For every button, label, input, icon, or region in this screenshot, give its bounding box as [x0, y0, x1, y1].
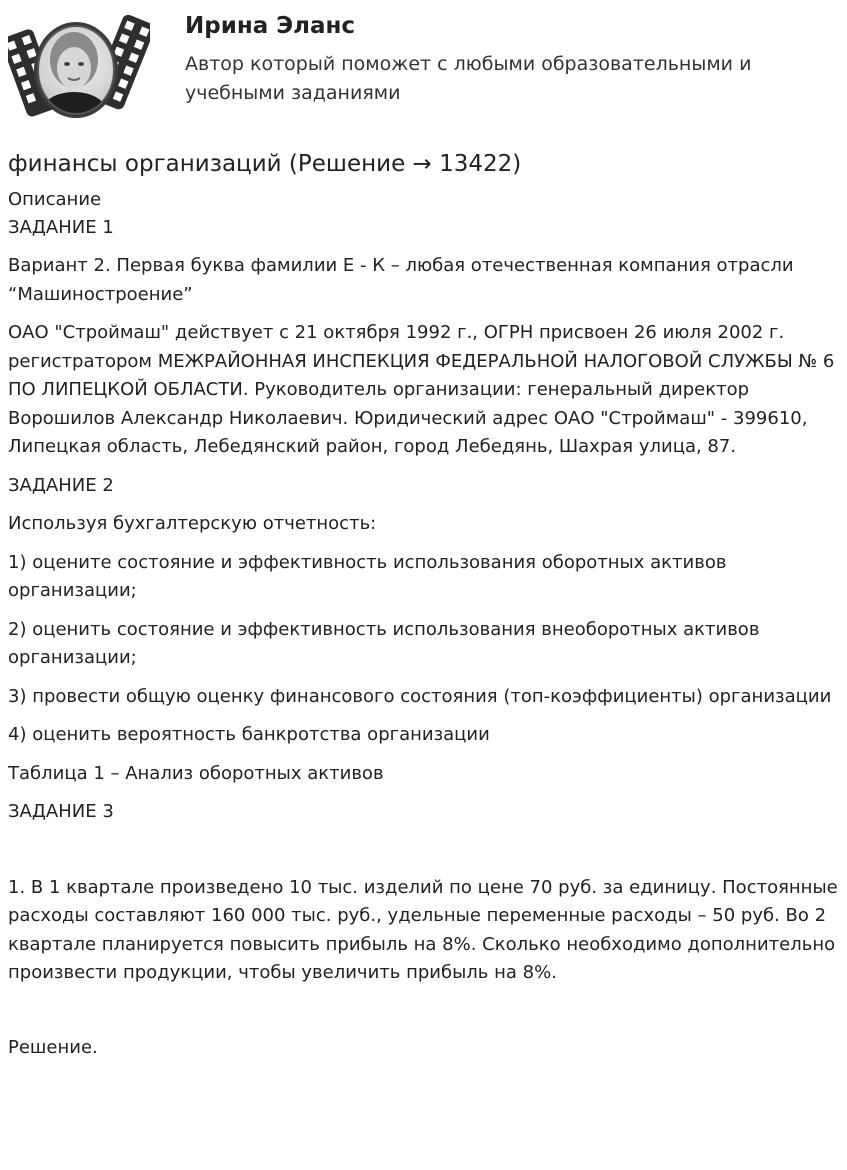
- author-avatar[interactable]: [8, 8, 150, 126]
- document-body: [8, 148, 840, 1072]
- author-description: Автор который поможет с любыми образовательными и учебными заданиями: [185, 53, 752, 104]
- task2-item-3: 3) провести общую оценку финансового состояния (топ-коэффициенты) организации: [8, 685, 832, 707]
- task1-heading: ЗАДАНИЕ 1: [8, 217, 114, 238]
- task2-item-1: 1) оцените состояние и эффективность использования оборотных активов организации;: [8, 551, 727, 601]
- author-name[interactable]: Ирина Эланс: [185, 13, 356, 39]
- task1-company: ОАО "Строймаш" действует с 21 октября 1992 г., ОГРН присвоен 26 июля 2002 г. регистратором МЕЖРАЙОННАЯ ИНСПЕКЦИЯ ФЕДЕРАЛЬНОЙ НАЛОГОВОЙ СЛУЖБЫ № 6 ПО ЛИПЕЦКОЙ ОБЛАСТИ. Руководитель организации: генеральный директор Ворошилов Александр Николаевич. Юридический адрес ОАО "Строймаш" - 399610, Липецкая область, Лебедянский район, город Лебедянь, Шахрая улица, 87.: [8, 322, 835, 457]
- task2-item-2: 2) оценить состояние и эффективность использования внеоборотных активов организации;: [8, 618, 760, 668]
- task1-variant: Вариант 2. Первая буква фамилии Е - К – любая отечественная компания отрасли “Машиностроение”: [8, 255, 794, 305]
- task2-heading: ЗАДАНИЕ 2: [8, 474, 114, 496]
- description-label: Описание: [8, 189, 102, 210]
- solution-label: Решение.: [8, 1036, 98, 1058]
- task2-intro: Используя бухгалтерскую отчетность:: [8, 513, 377, 534]
- author-header: [0, 0, 847, 135]
- page-title: финансы организаций (Решение → 13422): [8, 151, 522, 177]
- film-strip-portrait-icon: [8, 8, 150, 126]
- table-caption: Таблица 1 – Анализ оборотных активов: [8, 762, 384, 784]
- task3-problem: 1. В 1 квартале произведено 10 тыс. изделий по цене 70 руб. за единицу. Постоянные расходы составляют 160 000 тыс. руб., удельные переменные расходы – 50 руб. Во 2 квартале планируется повысить прибыль на 8%. Сколько необходимо дополнительно произвести продукции, чтобы увеличить прибыль на 8%.: [8, 876, 838, 983]
- task2-item-4: 4) оценить вероятность банкротства организации: [8, 724, 490, 745]
- task3-heading: ЗАДАНИЕ 3: [8, 801, 114, 822]
